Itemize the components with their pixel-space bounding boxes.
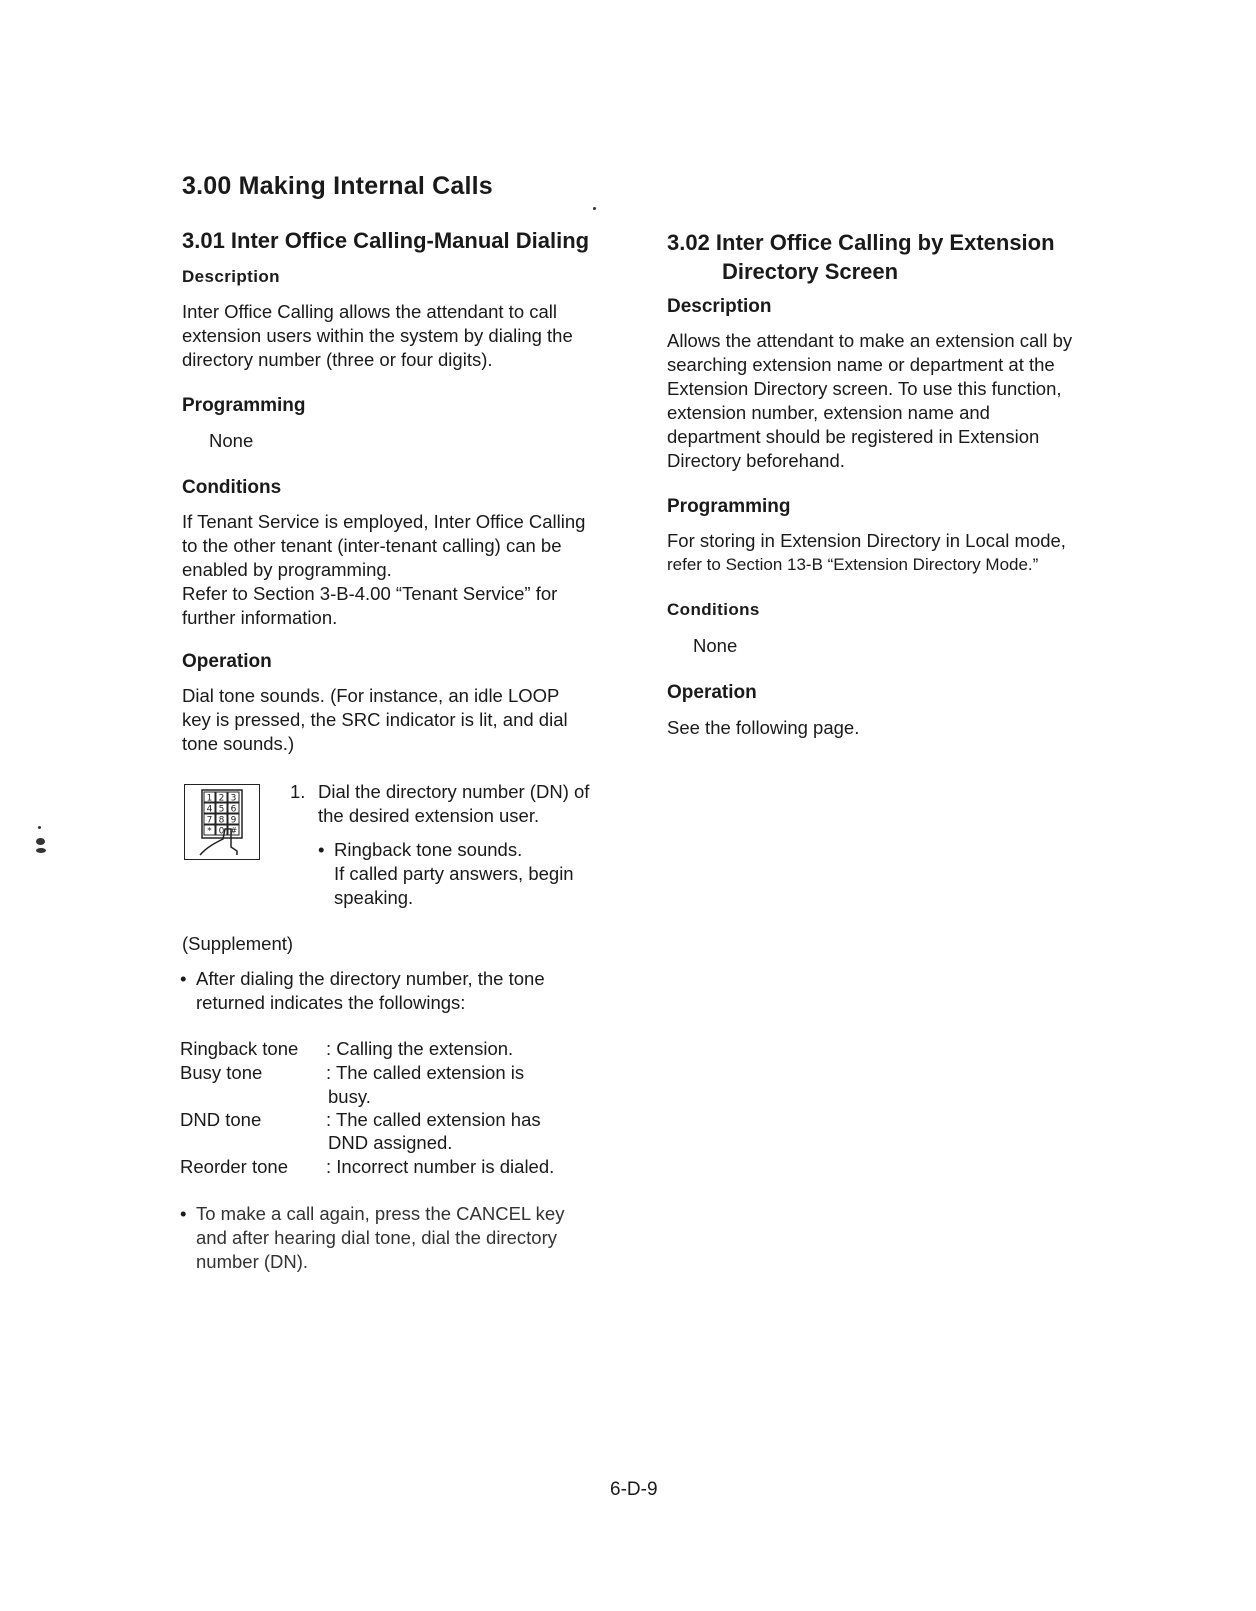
- tone-name: Ringback tone: [180, 1038, 299, 1059]
- section-heading-3-02: [667, 228, 1055, 286]
- keypad-illustration: [184, 784, 260, 860]
- left-description-text: [182, 300, 573, 372]
- left-operation-label: Operation: [182, 651, 272, 672]
- text-line: Dial tone sounds. (For instance, an idle LOOP: [182, 685, 560, 706]
- text-line: refer to Section 13-B “Extension Directory Mode.”: [667, 555, 1039, 574]
- keypad-icon: [185, 785, 259, 859]
- tone-name: Busy tone: [180, 1062, 263, 1083]
- keypad-key-label: 9: [230, 815, 237, 826]
- text-line: extension number, extension name and: [667, 402, 990, 423]
- tone-desc: busy.: [328, 1086, 371, 1107]
- text-line: and after hearing dial tone, dial the directory: [196, 1227, 557, 1248]
- right-conditions-value: None: [693, 635, 738, 656]
- keypad-key-label: 7: [206, 815, 213, 826]
- step-text: [318, 780, 589, 828]
- right-operation-label: Operation: [667, 682, 757, 703]
- keypad-key-label: 0: [218, 826, 225, 837]
- tone-desc: : Incorrect number is dialed.: [326, 1156, 555, 1177]
- supplement-label: (Supplement): [182, 933, 294, 954]
- left-operation-text: [182, 684, 568, 756]
- step-number: 1.: [290, 781, 306, 802]
- text-line: Extension Directory screen. To use this function,: [667, 378, 1062, 399]
- text-line: speaking.: [334, 887, 414, 908]
- tone-desc: : The called extension has: [326, 1109, 541, 1130]
- keypad-key-label: 2: [218, 793, 225, 804]
- step-sub-text: [334, 838, 574, 910]
- text-line: Inter Office Calling allows the attendant to call: [182, 301, 558, 322]
- supplement-note: [196, 1202, 564, 1274]
- text-line: returned indicates the followings:: [196, 992, 466, 1013]
- left-conditions-label: Conditions: [182, 477, 282, 498]
- text-line: the desired extension user.: [318, 805, 540, 826]
- left-description-label: Description: [182, 267, 280, 286]
- supplement-bullet: •: [180, 968, 187, 989]
- left-conditions-text: [182, 510, 585, 630]
- right-operation-value: See the following page.: [667, 717, 860, 738]
- right-conditions-label: Conditions: [667, 600, 760, 619]
- scan-speck: [593, 207, 596, 210]
- right-description-label: Description: [667, 296, 772, 317]
- text-line: searching extension name or department at the: [667, 354, 1055, 375]
- text-line: For storing in Extension Directory in Local mode,: [667, 530, 1066, 551]
- text-line: to the other tenant (inter-tenant calling) can be: [182, 535, 562, 556]
- text-line: Refer to Section 3-B-4.00 “Tenant Service” for: [182, 583, 558, 604]
- scan-speck: [36, 848, 46, 853]
- text-line: Allows the attendant to make an extension call by: [667, 330, 1073, 351]
- text-line: Ringback tone sounds.: [334, 839, 523, 860]
- keypad-key-label: 8: [218, 815, 225, 826]
- supplement-intro: [196, 967, 545, 1015]
- text-line: directory number (three or four digits).: [182, 349, 493, 370]
- text-line: Directory beforehand.: [667, 450, 845, 471]
- text-line: tone sounds.): [182, 733, 295, 754]
- page-title: 3.00 Making Internal Calls: [182, 172, 493, 200]
- tone-desc: : Calling the extension.: [326, 1038, 514, 1059]
- keypad-key-label: 1: [206, 793, 213, 804]
- tone-desc: DND assigned.: [328, 1132, 453, 1153]
- text-line: number (DN).: [196, 1251, 309, 1272]
- text-line: After dialing the directory number, the tone: [196, 968, 545, 989]
- keypad-key-label: 4: [206, 804, 213, 815]
- page-number: 6-D-9: [610, 1479, 658, 1500]
- section-heading-3-01: 3.01 Inter Office Calling-Manual Dialing: [182, 228, 590, 253]
- heading-line: Directory Screen: [722, 259, 899, 284]
- text-line: To make a call again, press the CANCEL key: [196, 1203, 565, 1224]
- keypad-key-label: *: [207, 826, 212, 837]
- scan-speck: [38, 826, 41, 829]
- right-programming-text: [667, 529, 1066, 577]
- tone-name: DND tone: [180, 1109, 262, 1130]
- keypad-key-label: 6: [230, 804, 237, 815]
- tone-desc: : The called extension is: [326, 1062, 525, 1083]
- right-description-text: [667, 329, 1072, 473]
- text-line: If called party answers, begin: [334, 863, 574, 884]
- keypad-key-label: 5: [218, 804, 225, 815]
- text-line: department should be registered in Extension: [667, 426, 1040, 447]
- keypad-key-label: #: [229, 826, 238, 837]
- right-programming-label: Programming: [667, 496, 791, 517]
- tone-name: Reorder tone: [180, 1156, 288, 1177]
- tone-table: [180, 1037, 610, 1187]
- heading-line: 3.02 Inter Office Calling by Extension: [667, 230, 1055, 255]
- step-bullet: •: [318, 839, 325, 860]
- text-line: Dial the directory number (DN) of: [318, 781, 590, 802]
- note-bullet: •: [180, 1203, 187, 1224]
- text-line: further information.: [182, 607, 338, 628]
- text-line: enabled by programming.: [182, 559, 392, 580]
- text-line: key is pressed, the SRC indicator is lit, and dial: [182, 709, 568, 730]
- text-line: If Tenant Service is employed, Inter Office Calling: [182, 511, 586, 532]
- scan-speck: [36, 838, 45, 845]
- text-line: extension users within the system by dialing the: [182, 325, 573, 346]
- keypad-key-label: 3: [230, 793, 237, 804]
- left-programming-label: Programming: [182, 395, 306, 416]
- left-programming-value: None: [209, 430, 254, 451]
